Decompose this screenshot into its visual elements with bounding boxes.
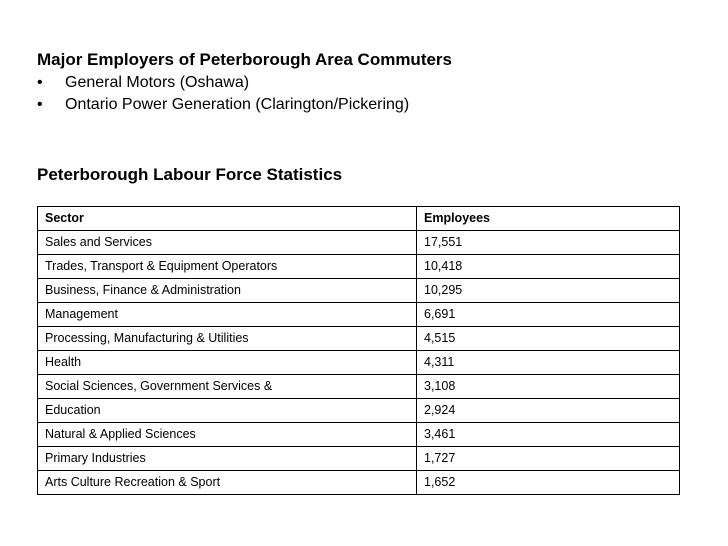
employees-cell: 10,295 xyxy=(417,279,680,303)
sector-cell: Social Sciences, Government Services & xyxy=(38,375,417,399)
sector-cell: Arts Culture Recreation & Sport xyxy=(38,471,417,495)
table-row xyxy=(38,423,680,447)
table-row xyxy=(38,399,680,423)
table-row xyxy=(38,351,680,375)
table-header-row xyxy=(38,207,680,231)
labour-table xyxy=(37,206,680,495)
sector-cell: Business, Finance & Administration xyxy=(38,279,417,303)
table-row xyxy=(38,327,680,351)
table-row xyxy=(38,279,680,303)
sector-cell: Primary Industries xyxy=(38,447,417,471)
list-item xyxy=(37,94,409,116)
sector-cell: Sales and Services xyxy=(38,231,417,255)
sector-cell: Natural & Applied Sciences xyxy=(38,423,417,447)
employees-cell: 1,727 xyxy=(417,447,680,471)
employees-cell: 6,691 xyxy=(417,303,680,327)
table-row xyxy=(38,231,680,255)
sector-cell: Health xyxy=(38,351,417,375)
bullet-icon: • xyxy=(37,96,43,113)
sector-cell: Processing, Manufacturing & Utilities xyxy=(38,327,417,351)
list-item-label: General Motors (Oshawa) xyxy=(65,74,250,91)
employees-cell: 2,924 xyxy=(417,399,680,423)
table-row xyxy=(38,375,680,399)
list-item-label: Ontario Power Generation (Clarington/Pickering) xyxy=(65,96,410,113)
employees-cell: 1,652 xyxy=(417,471,680,495)
sector-cell: Management xyxy=(38,303,417,327)
table-row xyxy=(38,471,680,495)
sector-cell: Education xyxy=(38,399,417,423)
bullet-icon: • xyxy=(37,74,43,91)
table-row xyxy=(38,303,680,327)
employees-cell: 17,551 xyxy=(417,231,680,255)
employers-heading: Major Employers of Peterborough Area Commuters xyxy=(37,50,453,69)
employees-cell: 3,108 xyxy=(417,375,680,399)
employees-cell: 4,515 xyxy=(417,327,680,351)
table-row xyxy=(38,447,680,471)
employees-cell: 3,461 xyxy=(417,423,680,447)
sector-cell: Trades, Transport & Equipment Operators xyxy=(38,255,417,279)
header-employees: Employees xyxy=(417,207,680,231)
labour-heading: Peterborough Labour Force Statistics xyxy=(37,165,343,184)
header-sector: Sector xyxy=(38,207,417,231)
employers-list xyxy=(37,72,409,116)
employees-cell: 4,311 xyxy=(417,351,680,375)
list-item xyxy=(37,72,409,94)
employees-cell: 10,418 xyxy=(417,255,680,279)
table-row xyxy=(38,255,680,279)
